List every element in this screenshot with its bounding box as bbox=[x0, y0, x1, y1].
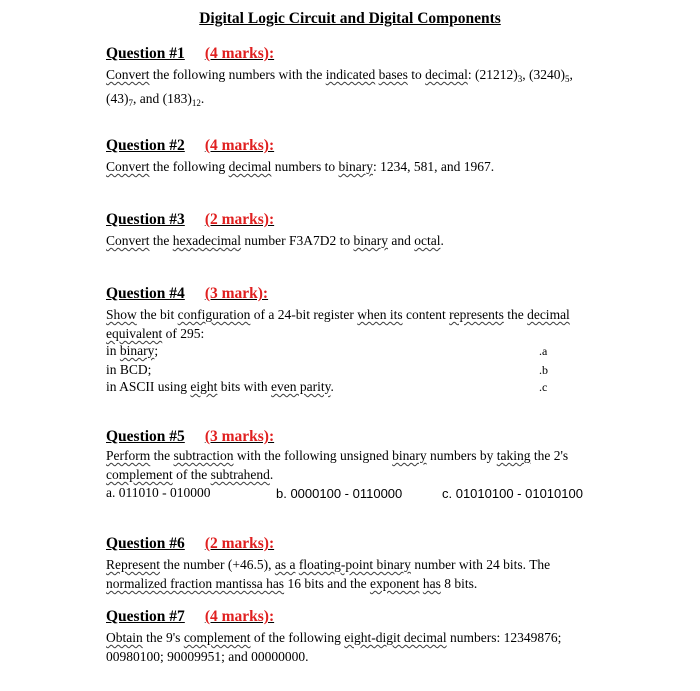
question-3-text: Convert the hexadecimal number F3A7D2 to binary and octal. bbox=[106, 233, 444, 248]
question-5-heading bbox=[106, 428, 274, 446]
question-5-text: Perform the subtraction with the following unsigned binary numbers by taking the 2's complement of the subtrahend. bbox=[106, 448, 569, 482]
question-2-text: Convert the following decimal numbers to binary: 1234, 581, and 1967. bbox=[106, 159, 495, 174]
question-6-marks: (2 marks): bbox=[204, 535, 275, 552]
question-6-heading bbox=[106, 535, 274, 553]
question-4-part-b: in BCD; bbox=[106, 362, 152, 377]
question-4-part-b-label: .b bbox=[539, 363, 548, 377]
question-4-text: Show the bit configuration of a 24-bit register when its content represents the decimal equivalent of 295: bbox=[106, 307, 570, 341]
question-3-marks: (2 marks): bbox=[204, 211, 275, 228]
question-6-text: Represent the number (+46.5), as a floating-point binary number with 24 bits. The normalized fraction mantissa has 16 bits and the exponent has 8 bits. bbox=[106, 557, 551, 591]
question-4-part-a: in binary; bbox=[106, 343, 159, 358]
question-7-label: Question #7 bbox=[106, 608, 185, 625]
question-3-heading bbox=[106, 211, 274, 229]
question-3-label: Question #3 bbox=[106, 211, 185, 228]
question-2-marks: (4 marks): bbox=[204, 137, 275, 154]
question-4-part-c: in ASCII using eight bits with even parity. bbox=[106, 379, 334, 394]
question-2-label: Question #2 bbox=[106, 137, 185, 154]
question-1-marks: (4 marks): bbox=[204, 45, 275, 62]
question-4-part-a-label: .a bbox=[539, 344, 548, 358]
question-5-label: Question #5 bbox=[106, 428, 185, 445]
question-5-option-b: b. 0000100 - 0110000 bbox=[276, 486, 403, 501]
question-1-heading bbox=[106, 45, 274, 63]
question-7-marks: (4 marks): bbox=[204, 608, 275, 625]
question-7-heading bbox=[106, 608, 274, 626]
question-1-label: Question #1 bbox=[106, 45, 185, 62]
question-1-text: Convert the following numbers with the indicated bases to decimal: $(21212)_3$, $(3240)_5$, $(43)_7$, and $(183)_{12}$. bbox=[106, 67, 573, 108]
question-4-heading bbox=[106, 285, 268, 303]
question-2-heading bbox=[106, 137, 274, 155]
document-title: Digital Logic Circuit and Digital Components bbox=[199, 10, 501, 27]
question-5-option-c: c. 01010100 - 01010100 bbox=[442, 486, 583, 501]
question-5-option-a: a. 011010 - 010000 bbox=[106, 485, 211, 500]
question-7-text: Obtain the 9's complement of the following eight-digit decimal numbers: 12349876; 00980100; 90009951; and 00000000. bbox=[106, 630, 562, 664]
question-4-marks: (3 mark): bbox=[204, 285, 269, 302]
question-4-label: Question #4 bbox=[106, 285, 185, 302]
question-4-part-c-label: .c bbox=[539, 380, 548, 394]
question-6-label: Question #6 bbox=[106, 535, 185, 552]
question-5-marks: (3 marks): bbox=[204, 428, 275, 445]
